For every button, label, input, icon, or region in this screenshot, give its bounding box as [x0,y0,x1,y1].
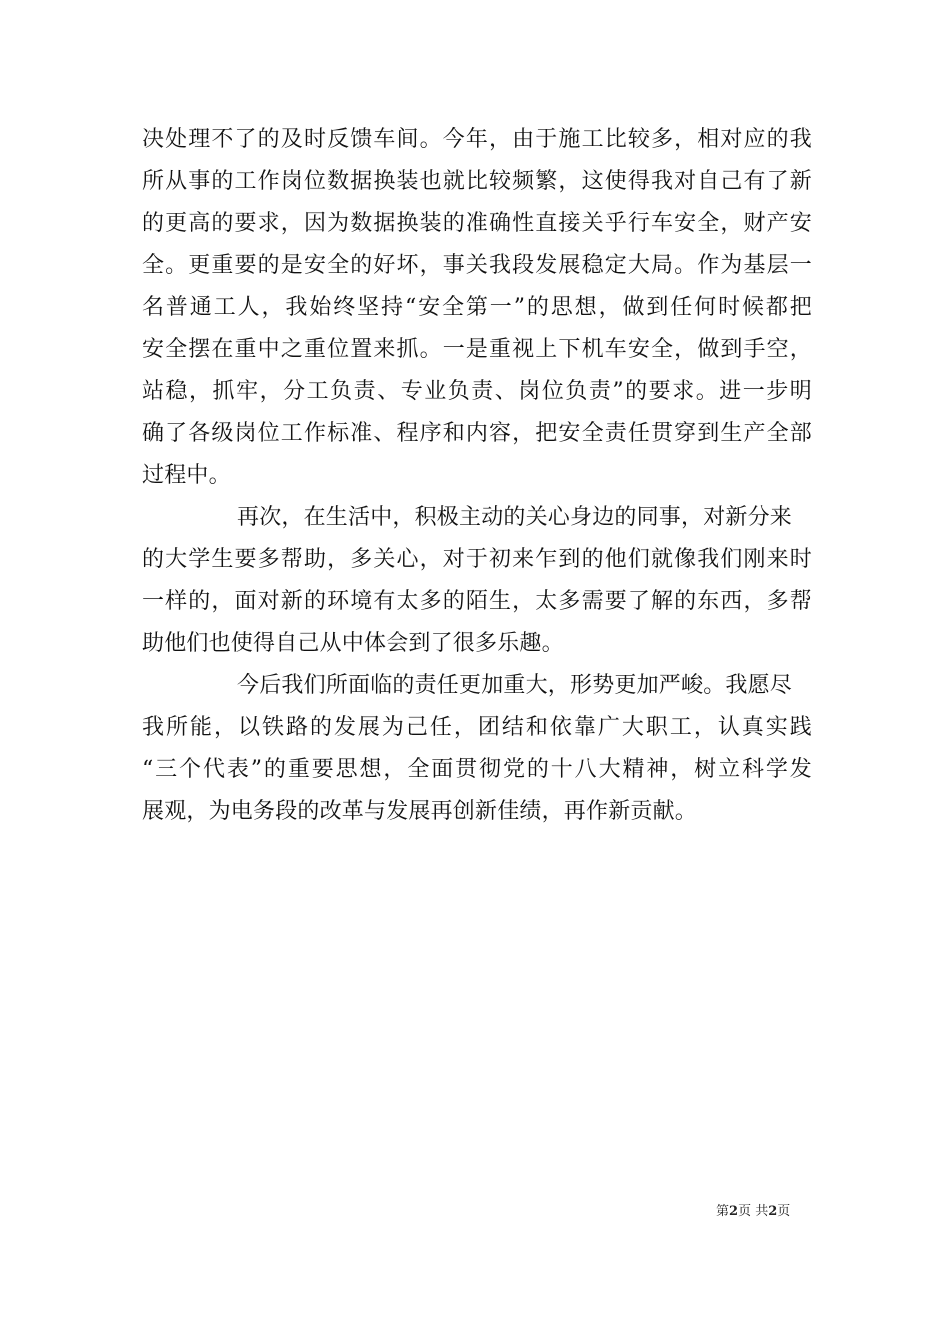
paragraph [142,665,812,833]
text-line: “三个代表”的重要思想，全面贯彻党的十八大精神，树立科学发 [142,757,812,782]
footer-prefix: 第 [716,1204,730,1219]
paragraph [142,497,812,665]
footer-mid: 页 共 [738,1204,769,1219]
document-body [142,119,812,833]
text-line: 站稳，抓牢，分工负责、专业负责、岗位负责”的要求。进一步明 [142,379,812,404]
text-line: 名普通工人，我始终坚持“安全第一”的思想，做到任何时候都把 [142,295,812,320]
text-line: 决处理不了的及时反馈车间。今年，由于施工比较多，相对应的我 [142,127,812,152]
text-line: 的大学生要多帮助，多关心，对于初来乍到的他们就像我们刚来时 [142,547,812,572]
text-line: 确了各级岗位工作标准、程序和内容，把安全责任贯穿到生产全部 [142,421,812,446]
current-page-number: 2 [729,1204,739,1219]
text-line: 全。更重要的是安全的好坏，事关我段发展稳定大局。作为基层一 [142,253,812,278]
footer-suffix: 页 [777,1204,791,1219]
text-line: 所从事的工作岗位数据换装也就比较频繁，这使得我对自己有了新 [142,169,812,194]
text-line: 的更高的要求，因为数据换装的准确性直接关乎行车安全，财产安 [142,211,812,236]
text-line: 安全摆在重中之重位置来抓。一是重视上下机车安全，做到手空， [142,337,812,362]
paragraph [142,119,812,497]
text-line: 今后我们所面临的责任更加重大，形势更加严峻。我愿尽 [237,673,793,698]
text-line: 展观，为电务段的改革与发展再创新佳绩，再作新贡献。 [142,799,698,824]
text-line: 一样的，面对新的环境有太多的陌生，太多需要了解的东西，多帮 [142,589,812,614]
total-page-number: 2 [768,1204,778,1219]
text-line: 再次，在生活中，积极主动的关心身边的同事，对新分来 [237,505,793,530]
text-line: 我所能，以铁路的发展为己任，团结和依靠广大职工，认真实践 [142,715,812,740]
page-number-footer [716,1203,790,1221]
text-line: 助他们也使得自己从中体会到了很多乐趣。 [142,631,564,656]
text-line: 过程中。 [142,463,231,488]
